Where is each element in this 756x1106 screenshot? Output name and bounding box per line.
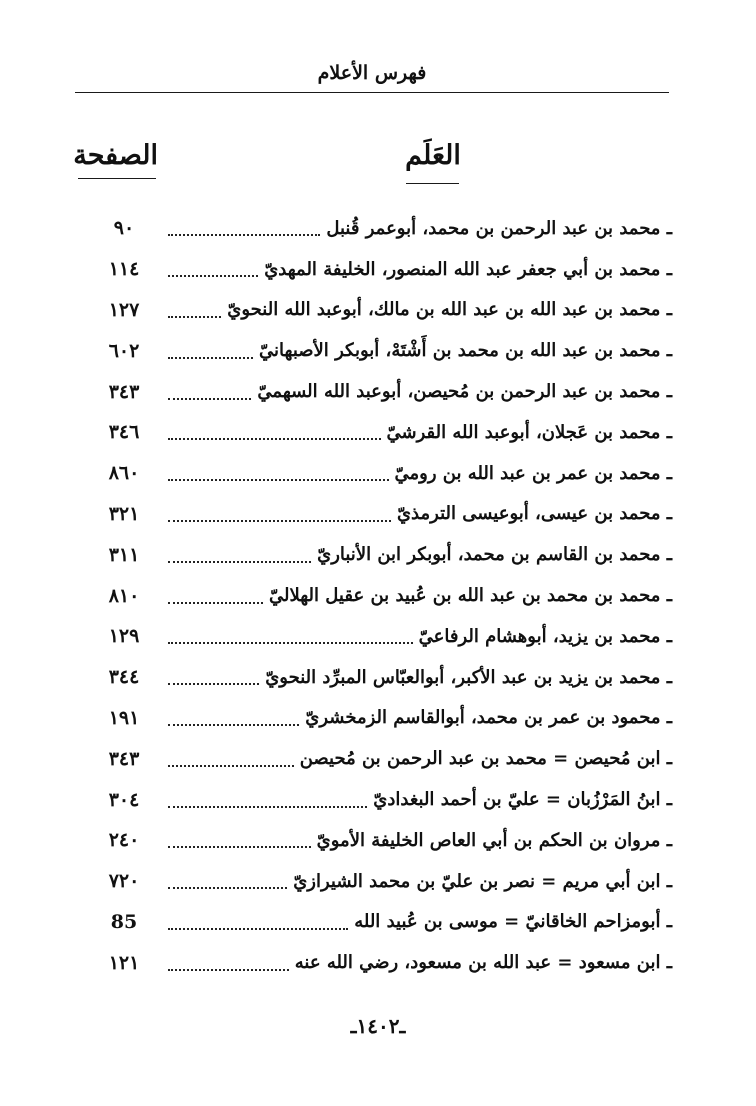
page-column-heading: الصفحة xyxy=(73,140,158,171)
dot-leader xyxy=(168,559,311,563)
name-heading-underline xyxy=(406,183,459,184)
index-entry xyxy=(96,494,672,535)
dot-leader xyxy=(168,967,289,971)
entry-page-number: ٩٠ xyxy=(113,217,135,240)
entry-name: ـ محمد بن محمد بن عبد الله بن عُبيد بن عقيل الهلاليّ xyxy=(269,585,672,607)
dot-leader xyxy=(168,640,413,644)
index-entry xyxy=(96,942,672,983)
entry-name: ـ محمد بن يزيد بن عبد الأكبر، أبوالعبّاس المبرِّد النحويّ xyxy=(265,666,672,688)
entry-name: ـ محمد بن عمر بن عبد الله بن روميّ xyxy=(394,462,672,484)
index-entry xyxy=(96,820,672,861)
entry-page-number: ٨١٠ xyxy=(108,584,140,607)
dot-leader xyxy=(168,926,348,930)
entry-name: ـ محمد بن عبد الله بن محمد بن أَشْتَهْ، أبوبكر الأصبهانيّ xyxy=(259,340,672,362)
index-entry xyxy=(96,861,672,902)
dot-leader xyxy=(168,436,381,440)
entry-page-number: ٣٤٤ xyxy=(108,666,140,689)
entry-name: ـ محمد بن القاسم بن محمد، أبوبكر ابن الأنباريّ xyxy=(317,544,672,566)
entry-page-number: ٣٠٤ xyxy=(108,788,140,811)
entry-page-number: ٣١١ xyxy=(108,543,140,566)
index-entry xyxy=(96,575,672,616)
entry-name: ـ ابنُ المَرْزُبان = عليّ بن أحمد البغداديّ xyxy=(373,789,672,811)
entry-name: ـ ابن أبي مريم = نصر بن عليّ بن محمد الشيرازيّ xyxy=(293,870,672,892)
entry-page-number: ٧٢٠ xyxy=(108,870,140,893)
entry-name: ـ ابن مُحيصن = محمد بن عبد الرحمن بن مُحيصن xyxy=(299,748,672,770)
dot-leader xyxy=(168,600,263,604)
entry-page-number: ١٢٩ xyxy=(108,625,140,648)
index-entry xyxy=(96,208,672,249)
index-entry xyxy=(96,290,672,331)
entry-name: ـ محمد بن يزيد، أبوهشام الرفاعيّ xyxy=(418,625,672,647)
entry-name: ـ محمد بن عيسى، أبوعيسى الترمذيّ xyxy=(396,503,672,525)
entry-name: ـ محمد بن عبد الرحمن بن محمد، أبوعمر قُنبل xyxy=(326,217,672,239)
entry-page-number: ١٢١ xyxy=(108,951,140,974)
entry-page-number: ١٢٧ xyxy=(108,298,140,321)
dot-leader xyxy=(168,477,389,481)
index-entry xyxy=(96,249,672,290)
entry-page-number: ٣٤٣ xyxy=(108,380,140,403)
dot-leader xyxy=(168,355,253,359)
entry-page-number: ١١٤ xyxy=(108,258,140,281)
index-entry xyxy=(96,779,672,820)
dot-leader xyxy=(168,681,259,685)
index-entry xyxy=(96,453,672,494)
entry-page-number: 85 xyxy=(110,910,138,933)
index-entry xyxy=(96,616,672,657)
entry-name: ـ محمود بن عمر بن محمد، أبوالقاسم الزمخشريّ xyxy=(305,707,672,729)
entry-page-number: ٢٤٠ xyxy=(108,829,140,852)
index-entry xyxy=(96,534,672,575)
page-heading-underline xyxy=(78,178,156,179)
entry-name: ـ ابن مسعود = عبد الله بن مسعود، رضي الله عنه xyxy=(294,952,672,974)
index-entry xyxy=(96,698,672,739)
entry-name: ـ مروان بن الحكم بن أبي العاص الخليفة الأمويّ xyxy=(316,829,672,851)
dot-leader xyxy=(168,722,299,726)
entry-page-number: ٣٢١ xyxy=(108,502,140,525)
index-entry xyxy=(96,412,672,453)
dot-leader xyxy=(168,804,367,808)
index-entry xyxy=(96,330,672,371)
name-column-heading: العَلَم xyxy=(405,140,461,171)
dot-leader xyxy=(168,763,294,767)
entry-page-number: ٦٠٢ xyxy=(108,339,140,362)
index-entry xyxy=(96,657,672,698)
dot-leader xyxy=(168,314,221,318)
index-entries xyxy=(96,208,672,983)
entry-name: ـ محمد بن أبي جعفر عبد الله المنصور، الخليفة المهديّ xyxy=(264,258,672,280)
dot-leader xyxy=(168,518,391,522)
page-number: ـ١٤٠٢ـ xyxy=(350,1014,406,1038)
entry-page-number: ١٩١ xyxy=(108,706,140,729)
dot-leader xyxy=(168,844,311,848)
index-entry xyxy=(96,738,672,779)
dot-leader xyxy=(168,232,320,236)
running-title: فهرس الأعلام xyxy=(75,58,669,93)
index-entry xyxy=(96,902,672,943)
index-entry xyxy=(96,371,672,412)
entry-page-number: ٣٤٣ xyxy=(108,747,140,770)
dot-leader xyxy=(168,273,258,277)
entry-page-number: ٣٤٦ xyxy=(108,421,140,444)
entry-name: ـ محمد بن عبد الله بن عبد الله بن مالك، أبوعبد الله النحويّ xyxy=(227,299,672,321)
entry-name: ـ أبومزاحم الخاقانيّ = موسى بن عُبيد الله xyxy=(354,911,672,933)
entry-name: ـ محمد بن عبد الرحمن بن مُحيصن، أبوعبد الله السهميّ xyxy=(257,381,672,403)
entry-page-number: ٨٦٠ xyxy=(108,462,140,485)
dot-leader xyxy=(168,396,251,400)
entry-name: ـ محمد بن عَجلان، أبوعبد الله القرشيّ xyxy=(386,421,672,443)
dot-leader xyxy=(168,885,287,889)
